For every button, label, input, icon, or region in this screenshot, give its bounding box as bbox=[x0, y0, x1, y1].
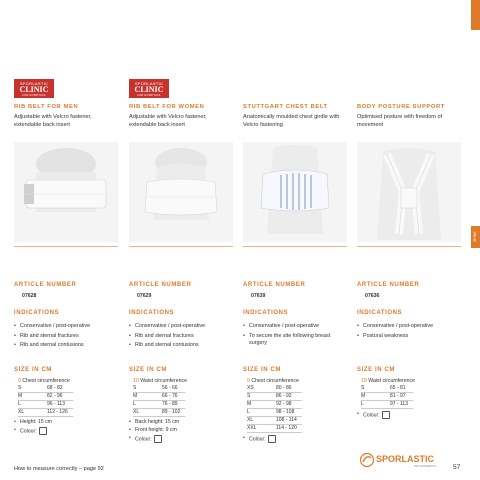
size-table bbox=[133, 385, 185, 417]
measure-label: 9 Chest circumference bbox=[18, 378, 70, 384]
back-height-spec: • Back height: 15 cm bbox=[129, 419, 233, 425]
front-height-spec: • Front height: 9 cm bbox=[129, 427, 233, 433]
article-number: 07629 bbox=[137, 293, 152, 299]
colour-swatch-white bbox=[268, 435, 276, 443]
indications-list bbox=[129, 323, 233, 352]
colour-spec: • Colour: bbox=[357, 411, 461, 419]
article-number-header: ARTICLE NUMBER bbox=[357, 282, 420, 288]
side-tab-spine: SPINE bbox=[471, 226, 480, 248]
colour-spec: • Colour: bbox=[129, 435, 233, 443]
size-table bbox=[361, 385, 413, 409]
page-number: 57 bbox=[453, 464, 461, 471]
colour-swatch-white bbox=[39, 427, 47, 435]
size-section bbox=[14, 378, 118, 437]
indications-header: INDICATIONS bbox=[14, 310, 60, 316]
table-row: XL 112 - 126 bbox=[18, 409, 73, 417]
brand-name: SPORLASTIC bbox=[376, 454, 435, 464]
indications-list bbox=[243, 323, 347, 350]
article-number: 07639 bbox=[251, 293, 266, 299]
product-description: Optimised posture with freedom of movement bbox=[357, 114, 443, 128]
article-number-header: ARTICLE NUMBER bbox=[129, 282, 192, 288]
product-title: BODY POSTURE SUPPORT bbox=[357, 104, 445, 110]
table-row: S 68 - 82 bbox=[18, 385, 73, 393]
table-row: L 97 - 113 bbox=[361, 401, 413, 409]
table-row: XL 108 - 114 bbox=[247, 417, 302, 425]
measure-label: 10 Waist circumference bbox=[133, 378, 188, 384]
product-title: STUTTGART CHEST BELT bbox=[243, 104, 328, 110]
indication-item: • Conservative / post-operative bbox=[14, 323, 118, 330]
table-row: S 56 - 66 bbox=[133, 385, 185, 393]
indication-item: • To secure the site following breast surgery bbox=[243, 333, 347, 348]
size-section bbox=[243, 378, 347, 445]
sporlastic-brand-logo bbox=[360, 452, 446, 468]
table-row: XXL 114 - 120 bbox=[247, 425, 302, 433]
article-number: 07628 bbox=[22, 293, 37, 299]
indications-list bbox=[14, 323, 118, 352]
product-description: Anatomically moulded chest girdle with Velcro fastening bbox=[243, 114, 340, 128]
table-row: XS 80 - 86 bbox=[247, 385, 302, 393]
measure-label: 10 Waist circumference bbox=[361, 378, 416, 384]
indication-item: • Rib and sternal contusions bbox=[129, 342, 233, 349]
sporlastic-emblem-icon bbox=[361, 454, 374, 467]
measure-label: 9 Chest circumference bbox=[247, 378, 299, 384]
table-row: L 76 - 89 bbox=[133, 401, 185, 409]
indication-item: • Conservative / post-operative bbox=[129, 323, 233, 330]
colour-spec: • Colour: bbox=[14, 427, 118, 435]
product-title: RIB BELT FOR WOMEN bbox=[129, 104, 205, 110]
indication-item: • Postural weakness bbox=[357, 333, 461, 340]
footer-measure-link[interactable]: How to measure correctly – page 92 bbox=[14, 466, 104, 472]
separator bbox=[129, 246, 233, 247]
top-accent-bar bbox=[471, 0, 480, 30]
article-number-header: ARTICLE NUMBER bbox=[14, 282, 77, 288]
indication-item: • Conservative / post-operative bbox=[243, 323, 347, 330]
size-section bbox=[357, 378, 461, 421]
table-row: M 82 - 96 bbox=[18, 393, 73, 401]
table-row: M 81 - 97 bbox=[361, 393, 413, 401]
separator bbox=[243, 246, 347, 247]
table-row: S 86 - 92 bbox=[247, 393, 302, 401]
body-posture-support-photo bbox=[357, 142, 461, 242]
indications-header: INDICATIONS bbox=[129, 310, 175, 316]
article-number-header: ARTICLE NUMBER bbox=[243, 282, 306, 288]
table-row: M 92 - 98 bbox=[247, 401, 302, 409]
size-header: SIZE IN CM bbox=[357, 367, 396, 373]
indication-item: • Rib and sternal fractures bbox=[129, 333, 233, 340]
product-description: Adjustable with Velcro fastener, extendable back insert bbox=[14, 114, 92, 128]
height-spec: • Height: 15 cm bbox=[14, 419, 118, 425]
brand-sub: ORTHOPAEDICS bbox=[414, 464, 437, 468]
indications-header: INDICATIONS bbox=[243, 310, 289, 316]
indication-item: • Conservative / post-operative bbox=[357, 323, 461, 330]
clinic-logo: SPORLASTIC CLINIC FOR HOSPITALS bbox=[14, 79, 54, 98]
article-number: 07636 bbox=[365, 293, 380, 299]
colour-swatch-white bbox=[154, 435, 162, 443]
product-description: Adjustable with Velcro fastener, extendable back insert bbox=[129, 114, 207, 128]
table-row: S 65 - 81 bbox=[361, 385, 413, 393]
table-row: XL 89 - 102 bbox=[133, 409, 185, 417]
table-row: L 98 - 108 bbox=[247, 409, 302, 417]
table-row: M 66 - 76 bbox=[133, 393, 185, 401]
rib-belt-women-photo bbox=[129, 142, 233, 242]
stuttgart-chest-belt-photo bbox=[243, 142, 347, 242]
separator bbox=[14, 246, 118, 247]
indication-item: • Rib and sternal contusions bbox=[14, 342, 118, 349]
size-header: SIZE IN CM bbox=[243, 367, 282, 373]
indications-header: INDICATIONS bbox=[357, 310, 403, 316]
indications-list bbox=[357, 323, 461, 342]
colour-swatch-white bbox=[382, 411, 390, 419]
separator bbox=[357, 246, 461, 247]
table-row: L 96 - 113 bbox=[18, 401, 73, 409]
size-table bbox=[247, 385, 302, 433]
product-title: RIB BELT FOR MEN bbox=[14, 104, 79, 110]
indication-item: • Rib and sternal fractures bbox=[14, 333, 118, 340]
size-header: SIZE IN CM bbox=[129, 367, 168, 373]
colour-spec: • Colour: bbox=[243, 435, 347, 443]
clinic-logo: SPORLASTIC CLINIC FOR HOSPITALS bbox=[129, 79, 169, 98]
rib-belt-men-photo bbox=[14, 142, 118, 242]
size-section bbox=[129, 378, 233, 446]
size-table bbox=[18, 385, 73, 417]
size-header: SIZE IN CM bbox=[14, 367, 53, 373]
